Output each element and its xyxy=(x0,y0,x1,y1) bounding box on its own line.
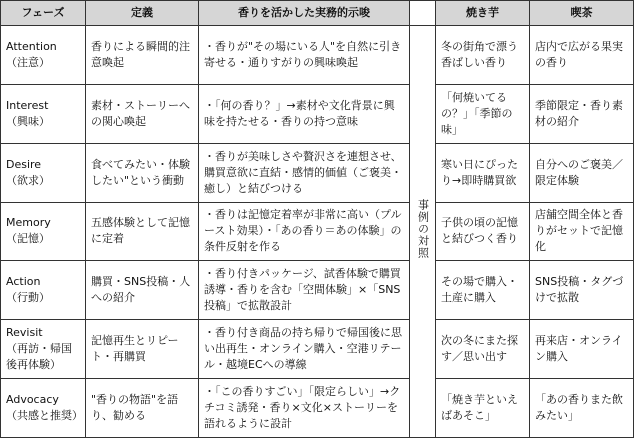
example-kissa-cell: 店内で広がる果実の香り xyxy=(530,26,634,85)
example-kissa-cell: 店舗空間全体と香りがセットで記憶化 xyxy=(530,202,634,261)
definition-cell: "香りの物語"を語り、勧める xyxy=(86,379,199,438)
phase-en: Advocacy xyxy=(6,393,59,407)
principle-cell: ・「この香りすごい」「限定らしい」→クチコミ誘発・香り×文化×ストーリーを語れるように設計 xyxy=(199,379,410,438)
case-compare-divider xyxy=(410,26,436,438)
definition-cell: 香りによる瞬間的注意喚起 xyxy=(86,26,199,85)
phase-cell xyxy=(1,379,86,438)
example-kissa-cell: 「あの香りまた飲みたい」 xyxy=(530,379,634,438)
phase-jp: （注意） xyxy=(6,55,50,69)
example-kissa-cell: 季節限定・香り素材の紹介 xyxy=(530,84,634,143)
principle-cell: ・香り付きパッケージ、試香体験で購買誘導・香りを含む「空間体験」×「SNS投稿」で拡散設計 xyxy=(199,261,410,320)
example-yakiimo-cell: 冬の街角で漂う香ばしい香り xyxy=(436,26,530,85)
table-row xyxy=(1,143,634,202)
example-yakiimo-cell: 「焼き芋といえばあそこ」 xyxy=(436,379,530,438)
phase-en: Interest xyxy=(6,98,49,112)
phase-cell xyxy=(1,202,86,261)
phase-en: Memory xyxy=(6,216,51,230)
header-example-yakiimo: 焼き芋 xyxy=(436,1,530,26)
table-header-row xyxy=(1,1,634,26)
example-yakiimo-cell: 「何焼いてるの？」「季節の味」 xyxy=(436,84,530,143)
phase-en: Action xyxy=(6,275,41,289)
phase-en: Desire xyxy=(6,157,42,171)
table-row xyxy=(1,261,634,320)
header-divider xyxy=(410,1,436,26)
phase-jp: （共感と推奨） xyxy=(6,409,83,423)
definition-cell: 素材・ストーリーへの関心喚起 xyxy=(86,84,199,143)
header-definition: 定義 xyxy=(86,1,199,26)
phase-cell xyxy=(1,143,86,202)
table-row xyxy=(1,26,634,85)
definition-cell: 食べてみたい・体験したい"という衝動 xyxy=(86,143,199,202)
phase-jp: （興味） xyxy=(6,114,50,128)
principle-cell: ・「何の香り？」→素材や文化背景に興味を持たせる・香りの持つ意味 xyxy=(199,84,410,143)
principle-cell: ・香りが"その場にいる人"を自然に引き寄せる・通りすがりの興味喚起 xyxy=(199,26,410,85)
phase-jp: （欲求） xyxy=(6,173,50,187)
principle-cell: ・香りが美味しさや贅沢さを連想させ、購買意欲に直結・感情的価値（ご褒美・癒し）と結びつける xyxy=(199,143,410,202)
phase-cell xyxy=(1,261,86,320)
principle-cell: ・香り付き商品の持ち帰りで帰国後に思い出再生・オンライン購入・空港リテール・越境ECへの導線 xyxy=(199,320,410,379)
header-phase: フェーズ xyxy=(1,1,86,26)
phase-cell xyxy=(1,320,86,379)
example-yakiimo-cell: 子供の頃の記憶と結びつく香り xyxy=(436,202,530,261)
definition-cell: 記憶再生とリピート・再購買 xyxy=(86,320,199,379)
phase-cell xyxy=(1,26,86,85)
header-principle: 香りを活かした実務的示唆 xyxy=(199,1,410,26)
principle-cell: ・香りは記憶定着率が非常に高い（プルースト効果）・「あの香り＝あの体験」の条件反射を作る xyxy=(199,202,410,261)
example-yakiimo-cell: 次の冬にまた探す／思い出す xyxy=(436,320,530,379)
definition-cell: 購買・SNS投稿・人への紹介 xyxy=(86,261,199,320)
phase-cell xyxy=(1,84,86,143)
phase-jp: （再訪・帰国後再体験） xyxy=(6,342,72,372)
example-kissa-cell: 自分へのご褒美／限定体験 xyxy=(530,143,634,202)
table-row xyxy=(1,379,634,438)
example-yakiimo-cell: その場で購入・土産に購入 xyxy=(436,261,530,320)
header-example-kissa: 喫茶 xyxy=(530,1,634,26)
definition-cell: 五感体験として記憶に定着 xyxy=(86,202,199,261)
table-row xyxy=(1,84,634,143)
example-yakiimo-cell: 寒い日にぴったり→即時購買欲 xyxy=(436,143,530,202)
table-row xyxy=(1,202,634,261)
example-kissa-cell: 再来店・オンライン購入 xyxy=(530,320,634,379)
table-row xyxy=(1,320,634,379)
phase-en: Revisit xyxy=(6,326,43,340)
phase-jp: （記憶） xyxy=(6,232,50,246)
example-kissa-cell: SNS投稿・タグづけで拡散 xyxy=(530,261,634,320)
divider-label: 事例の対照 xyxy=(416,199,430,259)
phase-jp: （行動） xyxy=(6,291,50,305)
phase-en: Attention xyxy=(6,39,57,53)
